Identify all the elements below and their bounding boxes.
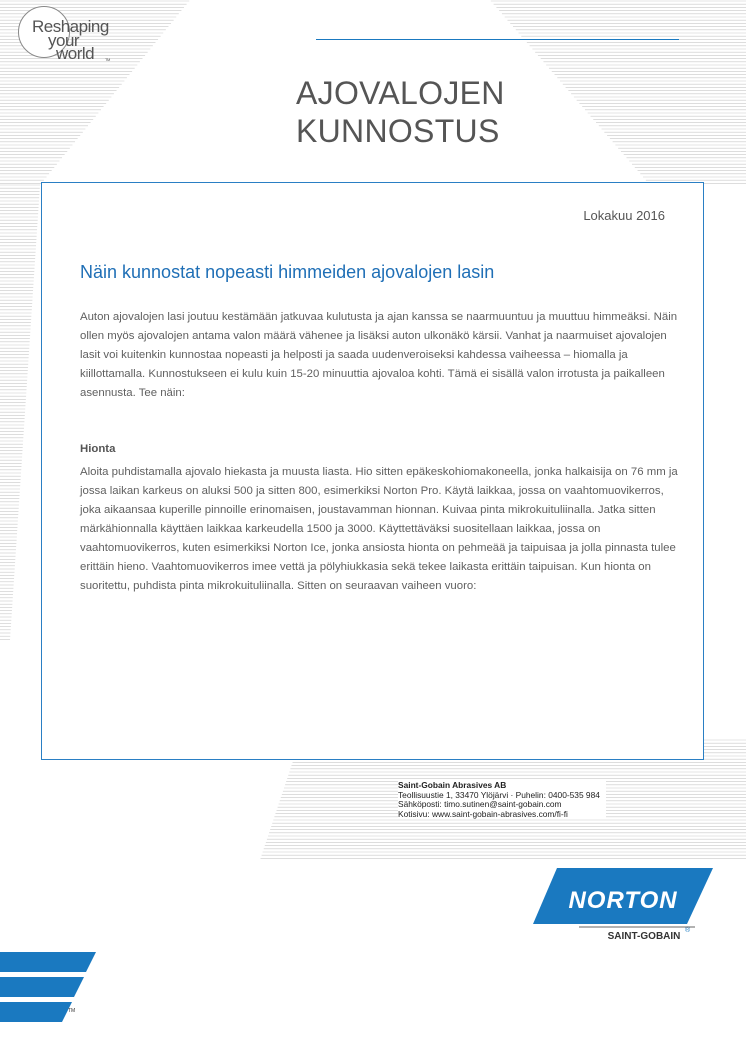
company-website: Kotisivu: www.saint-gobain-abrasives.com/fi-fi (398, 808, 568, 819)
company-name: Saint-Gobain Abrasives AB (398, 780, 507, 790)
blue-stripe-1 (0, 952, 96, 972)
title-line-2: KUNNOSTUS (296, 113, 500, 149)
norton-saint-gobain-logo (533, 868, 713, 940)
blue-stripe-3 (0, 1002, 72, 1022)
logo-text-line1: Reshaping (32, 17, 109, 36)
reshaping-your-world-logo (18, 4, 138, 64)
article-box (41, 182, 704, 760)
stripes-tm: TM (68, 1008, 76, 1014)
logo-text-line2: your (48, 31, 80, 50)
contact-footer (398, 781, 606, 819)
logo-tm: TM (105, 57, 110, 62)
company-address: Teollisuustie 1, 33470 Ylöjärvi · Puhelin: 0400-535 984 (398, 789, 600, 800)
publication-date: Lokakuu 2016 (583, 208, 665, 223)
logo-text-line3: world (56, 44, 95, 63)
document-title (296, 74, 716, 150)
blue-stripe-2 (0, 977, 84, 997)
section-title: Hionta (80, 443, 116, 455)
title-line-1: AJOVALOJEN (296, 75, 505, 111)
article-heading: Näin kunnostat nopeasti himmeiden ajovalojen lasin (80, 262, 495, 282)
intro-paragraph: Auton ajovalojen lasi joutuu kestämään jatkuvaa kulutusta ja ajan kanssa se naarmuuntuu ja muuttuu himmeäksi. Näin ollen myös ajovalojen antama valon määrä vähenee ja lisäksi auton ulkonäkö kärsii. Vanhat ja naarmuiset ajovalojen lasit voi kuitenkin kunnostaa nopeasti ja helposti ja saada uudenveroiseksi kahdessa vaiheessa – hiomalla ja kiillottamalla. Kunnostukseen ei kulu kuin 15-20 minuuttia ajovaloa kohti. Tämä ei sisällä valon irrotusta ja paikalleen asennusta. Tee näin: (80, 311, 678, 399)
company-email: Sähköposti: timo.sutinen@saint-gobain.com (398, 799, 562, 809)
registered-mark: ® (685, 927, 691, 934)
norton-wordmark: NORTON (568, 887, 678, 914)
section-paragraph: Aloita puhdistamalla ajovalo hiekasta ja muusta liasta. Hio sitten epäkeskohiomakoneella, jonka halkaisija on 76 mm ja jossa laikan karkeus on aluksi 500 ja sitten 800, esimerkiksi Norton Pro. Käytä laikkaa, jossa on vaahtomuovikerros, joka aikaansaa kuperille pinnoille erinomaisen, joustavamman hionnan. Kuivaa pinta mikrokuituliinalla. Jatka sitten märkähionnalla käyttäen laikkaa karkeudella 1500 ja 3000. Käyttettäväksi suositellaan laikkaa, jossa on vaahtomuovikerros, kuten esimerkiksi Norton Ice, jonka ansiosta hionta on pehmeää ja taipuisaa ja jolla pinnasta tulee erittäin hieno. Vaahtomuovikerros imee vettä ja pölyhiukkasia sekä tekee laikasta erittäin taipuisan. Kun hionta on suoritettu, puhdista pinta mikrokuituliinalla. Sitten on seuraavan vaiheen vuoro: (80, 466, 678, 592)
header-rule (316, 39, 679, 40)
blue-stripes-mark (0, 940, 110, 1040)
saint-gobain-wordmark: SAINT-GOBAIN (607, 931, 681, 940)
